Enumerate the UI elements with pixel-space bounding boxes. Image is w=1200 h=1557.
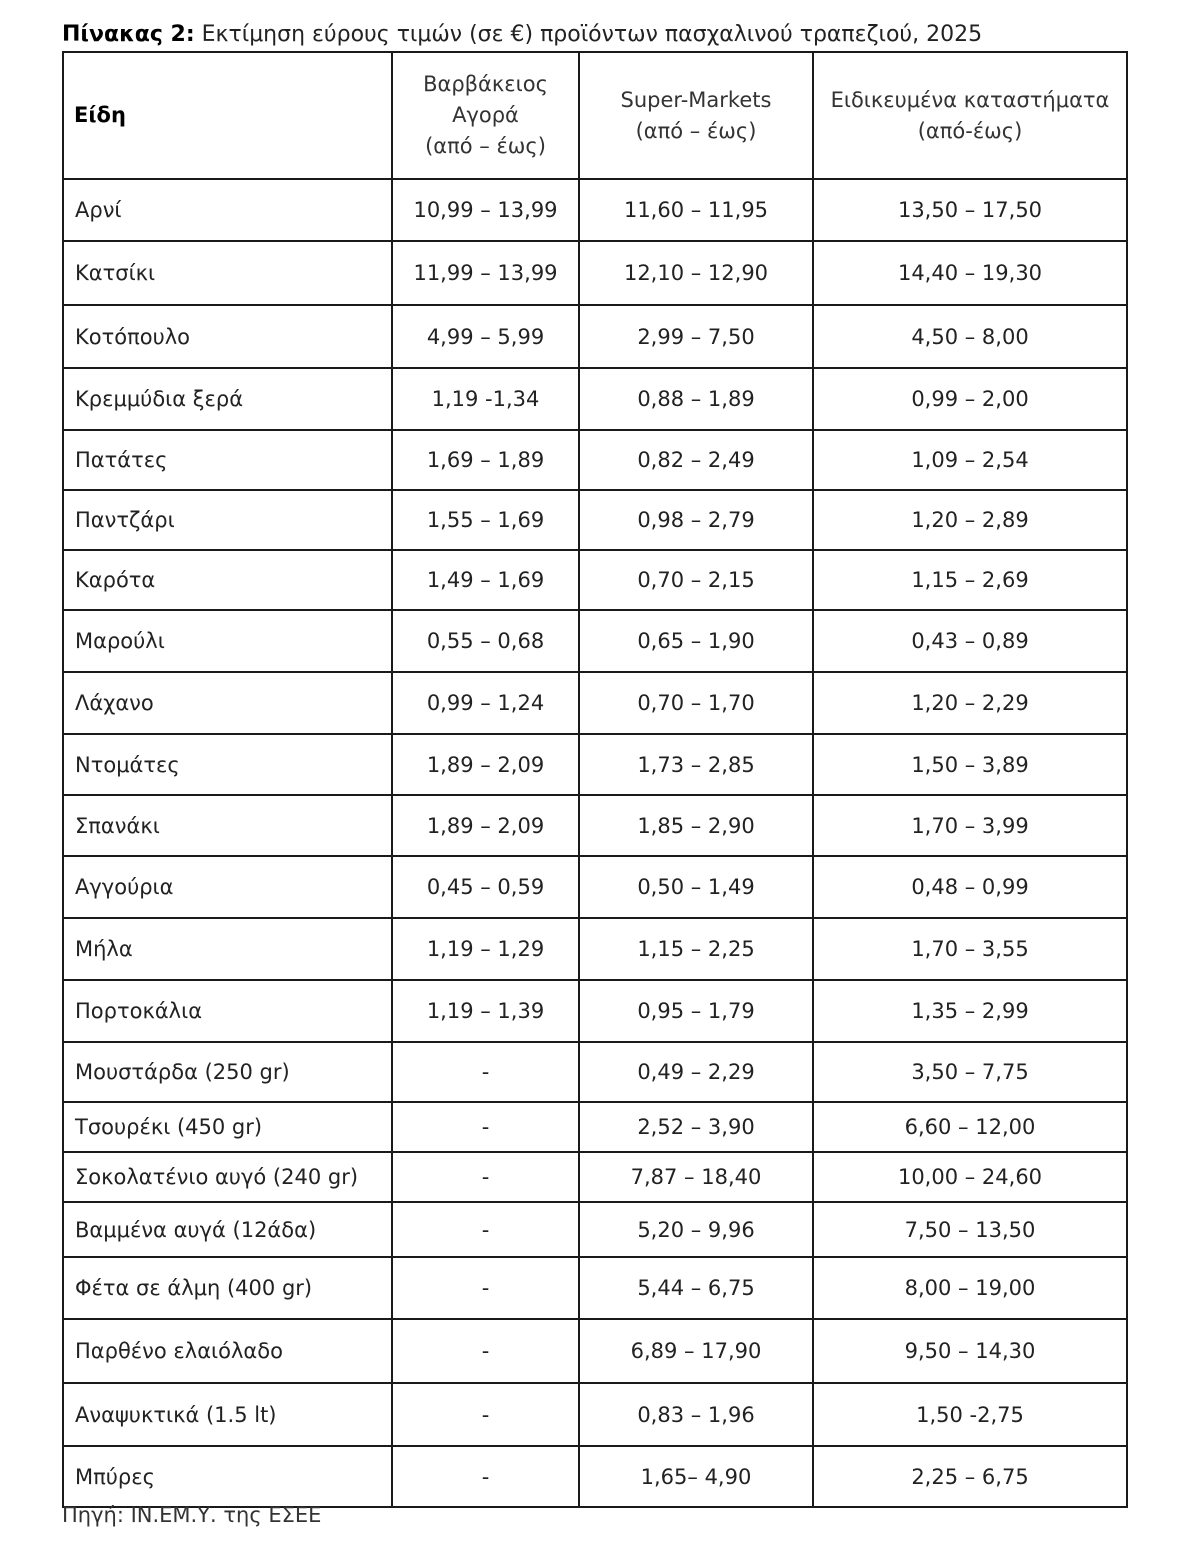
table-row	[63, 368, 1127, 430]
table-row	[63, 305, 1127, 368]
price-range-cell: 0,50 – 1,49	[579, 856, 813, 918]
price-range-cell: 0,88 – 1,89	[579, 368, 813, 430]
table-row	[63, 1446, 1127, 1507]
header-line: Αγορά	[452, 103, 519, 127]
item-name-cell: Κοτόπουλο	[63, 305, 392, 368]
price-range-cell: 12,10 – 12,90	[579, 241, 813, 305]
item-name-cell: Μουστάρδα (250 gr)	[63, 1042, 392, 1102]
table-row	[63, 550, 1127, 610]
price-range-cell: 0,99 – 2,00	[813, 368, 1127, 430]
table-row	[63, 918, 1127, 980]
item-name-cell: Καρότα	[63, 550, 392, 610]
header-cell	[813, 52, 1127, 179]
price-range-cell: 6,60 – 12,00	[813, 1102, 1127, 1152]
price-range-cell: 5,44 – 6,75	[579, 1257, 813, 1319]
price-range-cell: -	[392, 1257, 579, 1319]
header-cell	[579, 52, 813, 179]
price-range-cell: -	[392, 1102, 579, 1152]
price-range-cell: 0,48 – 0,99	[813, 856, 1127, 918]
table-row	[63, 1152, 1127, 1202]
item-name-cell: Μήλα	[63, 918, 392, 980]
item-name-cell: Ντομάτες	[63, 734, 392, 795]
price-range-cell: 1,70 – 3,55	[813, 918, 1127, 980]
table-row	[63, 610, 1127, 672]
price-range-cell: 1,49 – 1,69	[392, 550, 579, 610]
price-range-cell: 1,50 – 3,89	[813, 734, 1127, 795]
price-range-cell: 1,09 – 2,54	[813, 430, 1127, 490]
header-line: Είδη	[74, 103, 126, 127]
item-name-cell: Πορτοκάλια	[63, 980, 392, 1042]
price-range-cell: 0,98 – 2,79	[579, 490, 813, 550]
price-range-cell: 1,19 -1,34	[392, 368, 579, 430]
table-row	[63, 734, 1127, 795]
price-range-cell: 2,25 – 6,75	[813, 1446, 1127, 1507]
price-range-cell: -	[392, 1446, 579, 1507]
price-range-cell: 1,89 – 2,09	[392, 795, 579, 856]
price-range-cell: 3,50 – 7,75	[813, 1042, 1127, 1102]
item-name-cell: Βαμμένα αυγά (12άδα)	[63, 1202, 392, 1257]
price-range-cell: 1,19 – 1,29	[392, 918, 579, 980]
price-range-cell: 0,95 – 1,79	[579, 980, 813, 1042]
item-name-cell: Μπύρες	[63, 1446, 392, 1507]
price-range-cell: 1,20 – 2,89	[813, 490, 1127, 550]
price-range-cell: -	[392, 1202, 579, 1257]
table-row	[63, 980, 1127, 1042]
price-range-cell: 1,85 – 2,90	[579, 795, 813, 856]
price-range-cell: 4,50 – 8,00	[813, 305, 1127, 368]
table-row	[63, 672, 1127, 734]
price-range-cell: 9,50 – 14,30	[813, 1319, 1127, 1383]
price-range-cell: 0,49 – 2,29	[579, 1042, 813, 1102]
price-range-cell: -	[392, 1383, 579, 1446]
price-range-cell: 1,15 – 2,25	[579, 918, 813, 980]
item-name-cell: Σπανάκι	[63, 795, 392, 856]
header-cell	[392, 52, 579, 179]
price-range-cell: 0,70 – 2,15	[579, 550, 813, 610]
price-range-cell: 8,00 – 19,00	[813, 1257, 1127, 1319]
price-range-cell: 1,15 – 2,69	[813, 550, 1127, 610]
table-row	[63, 430, 1127, 490]
price-range-cell: 4,99 – 5,99	[392, 305, 579, 368]
table-row	[63, 490, 1127, 550]
price-range-cell: 11,99 – 13,99	[392, 241, 579, 305]
item-name-cell: Κατσίκι	[63, 241, 392, 305]
price-range-cell: -	[392, 1152, 579, 1202]
item-name-cell: Σοκολατένιο αυγό (240 gr)	[63, 1152, 392, 1202]
price-range-cell: 2,52 – 3,90	[579, 1102, 813, 1152]
price-range-cell: 1,65– 4,90	[579, 1446, 813, 1507]
price-range-cell: 1,50 -2,75	[813, 1383, 1127, 1446]
table-row	[63, 1042, 1127, 1102]
item-name-cell: Αρνί	[63, 179, 392, 241]
price-range-cell: -	[392, 1319, 579, 1383]
item-name-cell: Φέτα σε άλμη (400 gr)	[63, 1257, 392, 1319]
item-name-cell: Αναψυκτικά (1.5 lt)	[63, 1383, 392, 1446]
price-range-cell: 0,82 – 2,49	[579, 430, 813, 490]
price-range-cell: 1,20 – 2,29	[813, 672, 1127, 734]
table-row	[63, 795, 1127, 856]
price-range-cell: 1,35 – 2,99	[813, 980, 1127, 1042]
item-name-cell: Παρθένο ελαιόλαδο	[63, 1319, 392, 1383]
header-line: (από – έως)	[425, 134, 546, 158]
table-row	[63, 179, 1127, 241]
item-name-cell: Λάχανο	[63, 672, 392, 734]
price-range-cell: 5,20 – 9,96	[579, 1202, 813, 1257]
header-line: Βαρβάκειος	[423, 72, 548, 96]
caption-text: Εκτίμηση εύρους τιμών (σε €) προϊόντων πασχαλινού τραπεζιού, 2025	[194, 22, 983, 47]
price-range-cell: -	[392, 1042, 579, 1102]
price-range-cell: 14,40 – 19,30	[813, 241, 1127, 305]
price-range-cell: 13,50 – 17,50	[813, 179, 1127, 241]
header-line: Ειδικευμένα καταστήματα	[830, 87, 1110, 112]
table-row	[63, 241, 1127, 305]
price-range-cell: 1,73 – 2,85	[579, 734, 813, 795]
item-name-cell: Παντζάρι	[63, 490, 392, 550]
header-row	[63, 52, 1127, 179]
price-range-cell: 1,55 – 1,69	[392, 490, 579, 550]
price-range-cell: 0,83 – 1,96	[579, 1383, 813, 1446]
item-name-cell: Αγγούρια	[63, 856, 392, 918]
item-name-cell: Τσουρέκι (450 gr)	[63, 1102, 392, 1152]
price-range-cell: 2,99 – 7,50	[579, 305, 813, 368]
table-caption	[62, 20, 982, 50]
table-row	[63, 1102, 1127, 1152]
price-range-cell: 1,19 – 1,39	[392, 980, 579, 1042]
price-range-cell: 1,89 – 2,09	[392, 734, 579, 795]
price-range-cell: 11,60 – 11,95	[579, 179, 813, 241]
caption-label: Πίνακας 2:	[62, 22, 195, 47]
table-body	[63, 179, 1127, 1507]
price-range-cell: 7,50 – 13,50	[813, 1202, 1127, 1257]
table-row	[63, 1383, 1127, 1446]
item-name-cell: Μαρούλι	[63, 610, 392, 672]
price-range-cell: 0,55 – 0,68	[392, 610, 579, 672]
table-row	[63, 1202, 1127, 1257]
header-line: (από-έως)	[917, 118, 1023, 143]
header-cell	[63, 52, 392, 179]
table-row	[63, 856, 1127, 918]
price-table	[62, 51, 1128, 1508]
source-note: Πηγή: ΙΝ.ΕΜ.Υ. της ΕΣΕΕ	[62, 1503, 322, 1527]
item-name-cell: Πατάτες	[63, 430, 392, 490]
header-line: (από – έως)	[635, 118, 757, 143]
price-range-cell: 10,99 – 13,99	[392, 179, 579, 241]
price-range-cell: 0,99 – 1,24	[392, 672, 579, 734]
table-row	[63, 1257, 1127, 1319]
price-range-cell: 1,70 – 3,99	[813, 795, 1127, 856]
price-range-cell: 10,00 – 24,60	[813, 1152, 1127, 1202]
price-range-cell: 1,69 – 1,89	[392, 430, 579, 490]
price-range-cell: 0,43 – 0,89	[813, 610, 1127, 672]
table-row	[63, 1319, 1127, 1383]
price-range-cell: 0,45 – 0,59	[392, 856, 579, 918]
price-range-cell: 6,89 – 17,90	[579, 1319, 813, 1383]
price-range-cell: 0,70 – 1,70	[579, 672, 813, 734]
price-range-cell: 0,65 – 1,90	[579, 610, 813, 672]
item-name-cell: Κρεμμύδια ξερά	[63, 368, 392, 430]
header-line: Super-Markets	[620, 87, 772, 112]
price-range-cell: 7,87 – 18,40	[579, 1152, 813, 1202]
